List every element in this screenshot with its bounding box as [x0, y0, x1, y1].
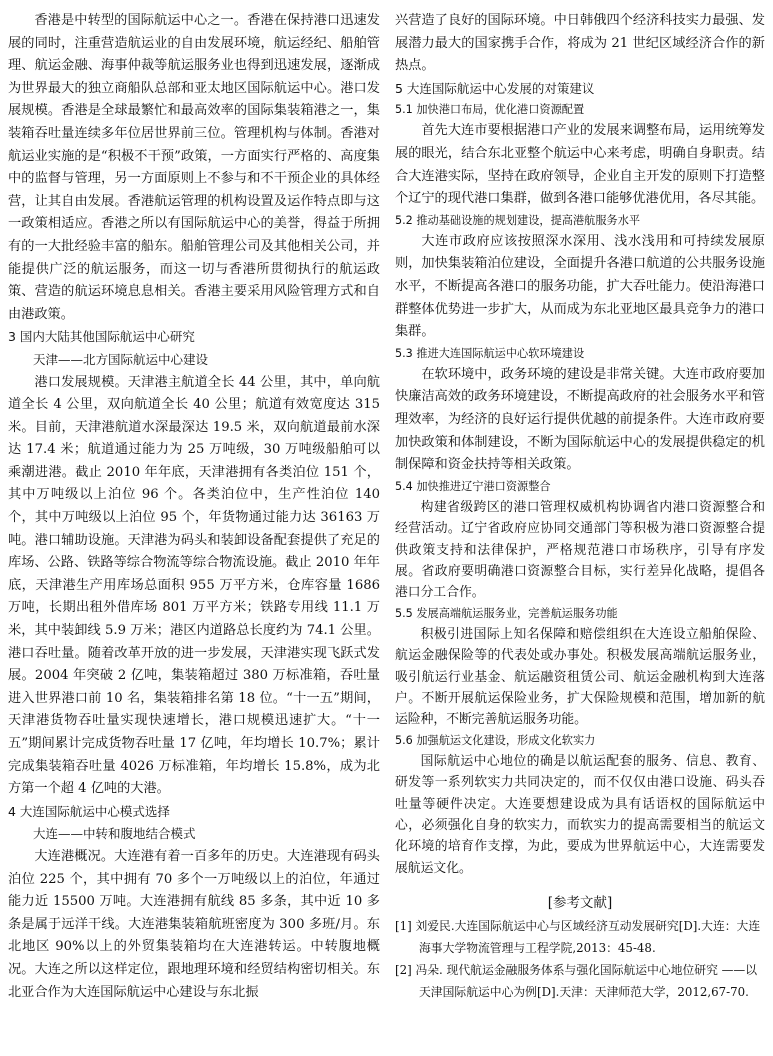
subsection-heading-5-2: 5.2 推动基础设施的规划建设，提高港航服务水平: [395, 213, 641, 227]
paragraph-5-2: 大连市政府应该按照深水深用、浅水浅用和可持续发展原则，加快集装箱泊位建设，全面提升各港口航道的公共服务设施水平，不断提高各港口的服务功能，扩大吞吐能力。使沿海港口群整体优势进一步扩大，从而成为东北亚地区最具竞争力的港口集群。: [395, 233, 765, 340]
paragraph-hongkong: 香港是中转型的国际航运中心之一。香港在保持港口迅速发展的同时，注重营造航运业的自由发展环境，航运经纪、船舶管理、航运金融、海事仲裁等航运服务业也得到迅速发展，逐渐成为世界最大的独立商船队总部和亚太地区国际航运中心。港口发展规模。香港是全球最繁忙和最高效率的国际集装箱港之一，集装箱吞吐量连续多年位居世界前三位。管理机构与体制。香港对航运业实施的是“积极不干预”政策，一方面实行严格的、高度集中的监督与管理，另一方面原则上不参与和不干预企业的具体经营，让其自由发展。香港航运管理的机构设置及运作特点即与这一政策相适应。香港之所以有国际航运中心的美誉，得益于所拥有的一大批经验丰富的船东。船舶管理公司及其他相关公司，并能提供广泛的航运服务，而这一切与香港所贯彻执行的航运政策、营造的航运环境息息相关。香港主要采用风险管理方式和自由港政策。: [8, 13, 380, 322]
subheading-dalian: 大连——中转和腹地结合模式: [33, 826, 196, 842]
paragraph-5-3: 在软环境中，政务环境的建设是非常关键。大连市政府要加快廉洁高效的政务环境建设，不断提高政府的社会服务水平和管理效率，为经济的良好运行提供优越的前提条件。大连市政府要加快政策和体制建设，不断为国际航运中心的发展提供稳定的机制保障和资金扶持等相关政策。: [395, 366, 765, 473]
subsection-heading-5-1: 5.1 加快港口布局，优化港口资源配置: [395, 103, 585, 117]
paragraph-5-6: 国际航运中心地位的确是以航运配套的服务、信息、教育、研发等一系列软实力共同决定的，而不仅仅由港口设施、码头吞吐量等硬件决定。大连要想建设成为具有话语权的国际航运中心，必须强化自身的软实力，而软实力的提高需要相当的航运文化环境的培育作支撑，为此，要成为世界航运中心，大连需要发展航运文化。: [395, 753, 765, 876]
subsection-heading-5-4: 5.4 加快推进辽宁港口资源整合: [395, 479, 551, 493]
left-column: [8, 10, 380, 1004]
paragraph-tianjin: 港口发展规模。天津港主航道全长 44 公里，其中，单向航道全长 4 公里，双向航道全长 40 公里；航道有效宽度达 315 米。目前，天津港航道水深最深达 19.5 米，双向航道最前水深达 17.4 米；航道通过能力为 25 万吨级，30 万吨级船舶可以乘潮进港。截止 2010 年年底，天津港拥有各类泊位 151 个，其中万吨级以上泊位 96 个。各类泊位中，生产性泊位 140 个，其中万吨级以上泊位 95 个，年货物通过能力达 36163 万吨。港口辅助设施。天津港为码头和装卸设备配套提供了充足的库场、公路、铁路等综合物流等综合物流设施。截止 2010 年年底，天津港生产用库场总面积 955 万平方米，仓库容量 1686 万吨，长期出租外借库场 801 万平方米；铁路专用线 11.1 万米，其中装卸线 5.9 万米；港区内道路总长度约为 74.1 公里。港口吞吐量。随着改革开放的进一步发展，天津港实现飞跃式发展。2004 年突破 2 亿吨，集装箱超过 380 万标准箱，吞吐量进入世界港口前 10 名，集装箱排名第 18 位。“十一五”期间，天津港货物吞吐量实现快速增长，港口规模迅速扩大。“十一五”期间累计完成货物吞吐量 17 亿吨，年均增长 10.7%；累计完成集装箱吞吐量 4026 万标准箱，年均增长 15.8%，成为北方第一个超 4 亿吨的大港。: [8, 374, 380, 797]
paragraph-5-4: 构建省级跨区的港口管理权威机构协调省内港口资源整合和经营活动。辽宁省政府应协同交通部门等积极为港口资源整合提供政策支持和法律保护，严格规范港口市场秩序，引导有序发展。省政府要明确港口资源整合目标，实行差异化战略，提倡各港口分工合作。: [395, 499, 765, 601]
subsection-heading-5-6: 5.6 加强航运文化建设，形成文化软实力: [395, 733, 596, 747]
reference-item: [2] 冯朵. 现代航运金融服务体系与强化国际航运中心地位研究 ——以天津国际航运中心为例[D].天津：天津师范大学，2012,67-70.: [395, 963, 758, 1000]
section-heading-4: 4 大连国际航运中心模式选择: [8, 803, 170, 819]
paragraph-dalian: 大连港概况。大连港有着一百多年的历史。大连港现有码头泊位 225 个，其中拥有 70 多个一万吨级以上的泊位，年通过能力近 15500 万吨。大连港拥有航线 85 多条，其中近 10 多条是属于远洋干线。大连港集装箱航班密度为 300 多班/月。东北地区 90%以上的外贸集装箱均在大连港转运。中转腹地概况。大连之所以这样定位，跟地理环境和经贸结构密切相关。东北亚合作为大连国际航运中心建设与东北振: [8, 848, 380, 1000]
subsection-heading-5-3: 5.3 推进大连国际航运中心软环境建设: [395, 346, 585, 360]
section-heading-5: 5 大连国际航运中心发展的对策建议: [395, 80, 595, 96]
subheading-tianjin: 天津——北方国际航运中心建设: [33, 351, 209, 367]
section-heading-3: 3 国内大陆其他国际航运中心研究: [8, 329, 195, 345]
paragraph-5-5: 积极引进国际上知名保障和赔偿组织在大连设立船舶保险、航运金融保险等的代表处或办事处。积极发展高端航运服务业，吸引航运行业基金、航运融资租赁公司、航运金融机构到大连落户。不断开展航运保险业务，扩大保险规模和范围，增加新的航运险种，不断完善航运服务功能。: [395, 626, 765, 728]
subsection-heading-5-5: 5.5 发展高端航运服务业，完善航运服务功能: [395, 606, 618, 620]
right-column: [395, 10, 765, 1003]
paragraph-continued: 兴营造了良好的国际环境。中日韩俄四个经济科技实力最强、发展潜力最大的国家携手合作，将成为 21 世纪区域经济合作的新热点。: [395, 13, 765, 74]
reference-item: [1] 刘爱民.大连国际航运中心与区域经济互动发展研究[D].大连：大连海事大学物流管理与工程学院,2013：45-48.: [395, 919, 761, 956]
paragraph-5-1: 首先大连市要根据港口产业的发展来调整布局，运用统筹发展的眼光，结合东北亚整个航运中心来考虑，明确自身职责。结合大连港实际，坚持在政府领导，企业自主开发的原则下打造整个辽宁的现代港口集群，做到各港口能够优港优用，各尽其能。: [395, 123, 765, 207]
references-title: [参考文献]: [547, 895, 613, 912]
